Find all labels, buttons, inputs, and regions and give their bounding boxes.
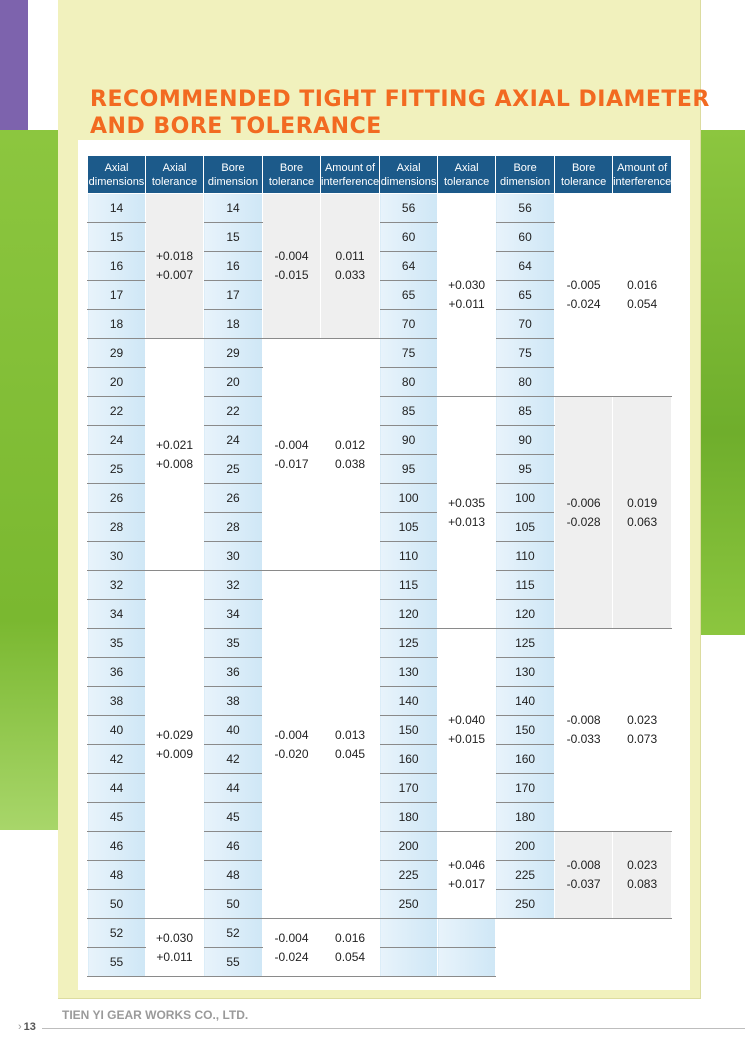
axial-dimension-cell: 110 bbox=[380, 542, 438, 571]
bore-dimension-cell: 225 bbox=[496, 861, 555, 890]
axial-dimension-cell: 130 bbox=[380, 658, 438, 687]
axial-tolerance-cell-value: +0.030 bbox=[448, 278, 486, 292]
axial-dimension-cell bbox=[380, 948, 438, 977]
bore-dimension-cell: 45 bbox=[204, 803, 263, 832]
axial-dimension-cell: 125 bbox=[380, 629, 438, 658]
bore-dimension-cell: 125 bbox=[496, 629, 555, 658]
interference-cell-value: 0.023 bbox=[627, 858, 658, 872]
bore-tolerance-cell-value: -0.008 bbox=[566, 713, 601, 727]
axial-dimension-cell: 46 bbox=[88, 832, 146, 861]
interference-cell bbox=[321, 339, 380, 571]
interference-cell-value: 0.019 bbox=[627, 495, 658, 510]
bore-dimension-cell: 16 bbox=[204, 252, 263, 281]
axial-dimension-cell: 17 bbox=[88, 281, 146, 310]
axial-dimension-cell: 95 bbox=[380, 455, 438, 484]
bore-dimension-cell: 110 bbox=[496, 542, 555, 571]
bore-tolerance-cell-value: -0.015 bbox=[274, 268, 309, 282]
column-header: Axial tolerance bbox=[146, 156, 204, 194]
interference-cell-value: 0.063 bbox=[627, 514, 658, 529]
bore-tolerance-cell-value: -0.020 bbox=[274, 746, 309, 761]
bore-dimension-cell: 160 bbox=[496, 745, 555, 774]
bore-dimension-cell: 32 bbox=[204, 571, 263, 600]
bore-tolerance-cell-value: -0.024 bbox=[274, 949, 309, 964]
bore-tolerance-cell-value: -0.008 bbox=[566, 858, 601, 872]
bore-tolerance-cell bbox=[555, 194, 613, 397]
bore-dimension-cell: 170 bbox=[496, 774, 555, 803]
page-number-value: 13 bbox=[23, 1021, 36, 1033]
axial-dimension-cell: 38 bbox=[88, 687, 146, 716]
bore-tolerance-cell bbox=[555, 832, 613, 919]
axial-dimension-cell: 50 bbox=[88, 890, 146, 919]
axial-dimension-cell: 28 bbox=[88, 513, 146, 542]
axial-tolerance-cell-value: +0.013 bbox=[448, 514, 486, 529]
interference-cell-value: 0.054 bbox=[335, 949, 366, 964]
bore-dimension-cell: 150 bbox=[496, 716, 555, 745]
bore-tolerance-cell-value: -0.017 bbox=[274, 456, 309, 471]
axial-dimension-cell: 52 bbox=[88, 919, 146, 948]
bore-dimension-cell: 80 bbox=[496, 368, 555, 397]
axial-dimension-cell: 18 bbox=[88, 310, 146, 339]
bore-dimension-cell: 35 bbox=[204, 629, 263, 658]
bore-tolerance-cell bbox=[263, 919, 321, 977]
bore-dimension-cell: 85 bbox=[496, 397, 555, 426]
bore-dimension-cell: 75 bbox=[496, 339, 555, 368]
axial-dimension-cell: 250 bbox=[380, 890, 438, 919]
page-title bbox=[90, 86, 710, 140]
table-body bbox=[88, 194, 672, 977]
chevron-right-icon: › bbox=[18, 1021, 22, 1033]
bore-dimension-cell: 44 bbox=[204, 774, 263, 803]
table-row bbox=[88, 919, 672, 948]
axial-dimension-cell: 29 bbox=[88, 339, 146, 368]
axial-dimension-cell: 170 bbox=[380, 774, 438, 803]
bore-dimension-cell: 200 bbox=[496, 832, 555, 861]
column-header: Bore dimension bbox=[204, 156, 263, 194]
axial-tolerance-cell-value: +0.040 bbox=[448, 713, 486, 727]
interference-cell-value: 0.083 bbox=[627, 877, 658, 891]
bore-dimension-cell: 64 bbox=[496, 252, 555, 281]
bore-dimension-cell: 70 bbox=[496, 310, 555, 339]
interference-cell bbox=[321, 571, 380, 919]
bore-dimension-cell: 180 bbox=[496, 803, 555, 832]
bore-dimension-cell: 95 bbox=[496, 455, 555, 484]
interference-cell-value: 0.033 bbox=[335, 268, 366, 282]
axial-tolerance-cell bbox=[146, 339, 204, 571]
axial-dimension-cell: 75 bbox=[380, 339, 438, 368]
green-left-band bbox=[0, 130, 62, 830]
interference-cell-value: 0.073 bbox=[627, 732, 658, 746]
interference-cell-value: 0.023 bbox=[627, 713, 658, 727]
bore-dimension-cell: 38 bbox=[204, 687, 263, 716]
bore-dimension-cell: 14 bbox=[204, 194, 263, 223]
bore-dimension-cell: 56 bbox=[496, 194, 555, 223]
bore-dimension-cell bbox=[438, 948, 496, 977]
bore-dimension-cell: 90 bbox=[496, 426, 555, 455]
axial-dimension-cell: 55 bbox=[88, 948, 146, 977]
axial-tolerance-cell-value: +0.015 bbox=[448, 732, 486, 746]
interference-cell bbox=[613, 194, 672, 397]
axial-dimension-cell: 16 bbox=[88, 252, 146, 281]
company-name: TIEN YI GEAR WORKS CO., LTD. bbox=[62, 1008, 249, 1022]
axial-tolerance-cell-value: +0.029 bbox=[155, 727, 194, 742]
interference-cell-value: 0.016 bbox=[627, 278, 658, 292]
axial-dimension-cell: 80 bbox=[380, 368, 438, 397]
interference-cell-value: 0.013 bbox=[335, 727, 366, 742]
bore-dimension-cell: 34 bbox=[204, 600, 263, 629]
axial-tolerance-cell bbox=[146, 919, 204, 977]
axial-tolerance-cell-value: +0.009 bbox=[155, 746, 194, 761]
axial-dimension-cell: 180 bbox=[380, 803, 438, 832]
axial-dimension-cell: 40 bbox=[88, 716, 146, 745]
axial-tolerance-cell bbox=[438, 832, 496, 919]
bore-dimension-cell: 100 bbox=[496, 484, 555, 513]
axial-dimension-cell: 100 bbox=[380, 484, 438, 513]
axial-tolerance-cell-value: +0.011 bbox=[448, 297, 485, 311]
axial-tolerance-cell-value: +0.007 bbox=[155, 268, 194, 282]
purple-corner-tab bbox=[0, 0, 28, 130]
bore-tolerance-cell-value: -0.005 bbox=[566, 278, 601, 292]
axial-dimension-cell: 32 bbox=[88, 571, 146, 600]
axial-tolerance-cell-value: +0.008 bbox=[155, 456, 194, 471]
axial-tolerance-cell bbox=[438, 397, 496, 629]
bore-dimension-cell: 22 bbox=[204, 397, 263, 426]
axial-dimension-cell: 22 bbox=[88, 397, 146, 426]
bore-tolerance-cell bbox=[263, 339, 321, 571]
bore-dimension-cell: 29 bbox=[204, 339, 263, 368]
bore-dimension-cell: 115 bbox=[496, 571, 555, 600]
title-line-2: AND BORE TOLERANCE bbox=[90, 114, 382, 139]
bore-tolerance-cell-value: -0.004 bbox=[274, 727, 309, 742]
axial-tolerance-cell bbox=[438, 629, 496, 832]
axial-dimension-cell: 44 bbox=[88, 774, 146, 803]
bore-dimension-cell: 28 bbox=[204, 513, 263, 542]
column-header: Axial dimensions bbox=[380, 156, 438, 194]
bore-dimension-cell: 15 bbox=[204, 223, 263, 252]
axial-dimension-cell: 140 bbox=[380, 687, 438, 716]
axial-dimension-cell: 25 bbox=[88, 455, 146, 484]
bore-dimension-cell bbox=[438, 919, 496, 948]
column-header: Amount of interference bbox=[613, 156, 672, 194]
axial-dimension-cell: 90 bbox=[380, 426, 438, 455]
column-header: Amount of interference bbox=[321, 156, 380, 194]
interference-cell bbox=[613, 397, 672, 629]
axial-dimension-cell: 85 bbox=[380, 397, 438, 426]
bore-dimension-cell: 105 bbox=[496, 513, 555, 542]
axial-dimension-cell: 150 bbox=[380, 716, 438, 745]
interference-cell bbox=[321, 194, 380, 339]
axial-dimension-cell: 60 bbox=[380, 223, 438, 252]
axial-dimension-cell: 34 bbox=[88, 600, 146, 629]
axial-dimension-cell: 36 bbox=[88, 658, 146, 687]
axial-tolerance-cell-value: +0.017 bbox=[448, 877, 486, 891]
table-row bbox=[88, 194, 672, 223]
axial-dimension-cell: 42 bbox=[88, 745, 146, 774]
axial-tolerance-cell bbox=[438, 194, 496, 397]
bore-dimension-cell: 55 bbox=[204, 948, 263, 977]
bore-dimension-cell: 65 bbox=[496, 281, 555, 310]
axial-dimension-cell: 45 bbox=[88, 803, 146, 832]
bore-dimension-cell: 50 bbox=[204, 890, 263, 919]
bore-dimension-cell: 25 bbox=[204, 455, 263, 484]
axial-dimension-cell: 64 bbox=[380, 252, 438, 281]
axial-dimension-cell: 56 bbox=[380, 194, 438, 223]
bore-tolerance-cell bbox=[555, 397, 613, 629]
axial-tolerance-cell bbox=[146, 571, 204, 919]
axial-tolerance-cell-value: +0.021 bbox=[155, 437, 194, 452]
bore-tolerance-cell-value: -0.004 bbox=[274, 930, 309, 945]
bore-tolerance-cell-value: -0.033 bbox=[566, 732, 601, 746]
interference-cell-value: 0.016 bbox=[335, 930, 366, 945]
bore-dimension-cell: 36 bbox=[204, 658, 263, 687]
axial-dimension-cell: 20 bbox=[88, 368, 146, 397]
interference-cell-value: 0.011 bbox=[335, 249, 365, 263]
bore-dimension-cell: 40 bbox=[204, 716, 263, 745]
bore-dimension-cell: 20 bbox=[204, 368, 263, 397]
axial-dimension-cell: 65 bbox=[380, 281, 438, 310]
axial-dimension-cell: 120 bbox=[380, 600, 438, 629]
table-header-row bbox=[88, 156, 672, 194]
bore-tolerance-cell bbox=[555, 629, 613, 832]
interference-cell-value: 0.038 bbox=[335, 456, 366, 471]
axial-dimension-cell: 115 bbox=[380, 571, 438, 600]
axial-dimension-cell: 105 bbox=[380, 513, 438, 542]
axial-tolerance-cell bbox=[146, 194, 204, 339]
bore-tolerance-cell bbox=[263, 194, 321, 339]
axial-dimension-cell: 15 bbox=[88, 223, 146, 252]
axial-tolerance-cell-value: +0.030 bbox=[155, 930, 194, 945]
axial-dimension-cell: 160 bbox=[380, 745, 438, 774]
axial-dimension-cell: 70 bbox=[380, 310, 438, 339]
interference-cell bbox=[321, 919, 380, 977]
bore-dimension-cell: 46 bbox=[204, 832, 263, 861]
title-line-1: RECOMMENDED TIGHT FITTING AXIAL DIAMETER bbox=[90, 87, 710, 112]
axial-dimension-cell: 35 bbox=[88, 629, 146, 658]
footer-rule bbox=[42, 1028, 745, 1029]
bore-dimension-cell: 24 bbox=[204, 426, 263, 455]
bore-tolerance-cell-value: -0.028 bbox=[566, 514, 601, 529]
column-header: Bore tolerance bbox=[555, 156, 613, 194]
bore-tolerance-cell-value: -0.004 bbox=[274, 249, 309, 263]
bore-dimension-cell: 18 bbox=[204, 310, 263, 339]
bore-tolerance-cell-value: -0.006 bbox=[566, 495, 601, 510]
interference-cell-value: 0.012 bbox=[335, 437, 366, 452]
page-number bbox=[18, 1021, 36, 1033]
axial-dimension-cell: 24 bbox=[88, 426, 146, 455]
bore-dimension-cell: 130 bbox=[496, 658, 555, 687]
interference-cell bbox=[613, 832, 672, 919]
bore-tolerance-cell-value: -0.037 bbox=[566, 877, 601, 891]
bore-dimension-cell: 42 bbox=[204, 745, 263, 774]
axial-dimension-cell: 48 bbox=[88, 861, 146, 890]
bore-dimension-cell: 140 bbox=[496, 687, 555, 716]
axial-tolerance-cell-value: +0.011 bbox=[156, 949, 193, 964]
bore-dimension-cell: 17 bbox=[204, 281, 263, 310]
bore-dimension-cell: 30 bbox=[204, 542, 263, 571]
column-header: Axial dimensions bbox=[88, 156, 146, 194]
column-header: Bore dimension bbox=[496, 156, 555, 194]
bore-dimension-cell: 52 bbox=[204, 919, 263, 948]
axial-dimension-cell bbox=[380, 919, 438, 948]
axial-dimension-cell: 30 bbox=[88, 542, 146, 571]
interference-cell bbox=[613, 629, 672, 832]
axial-dimension-cell: 14 bbox=[88, 194, 146, 223]
axial-tolerance-cell-value: +0.018 bbox=[155, 249, 194, 263]
interference-cell-value: 0.054 bbox=[627, 297, 658, 311]
bore-tolerance-cell bbox=[263, 571, 321, 919]
bore-dimension-cell: 48 bbox=[204, 861, 263, 890]
column-header: Axial tolerance bbox=[438, 156, 496, 194]
bore-dimension-cell: 250 bbox=[496, 890, 555, 919]
axial-dimension-cell: 26 bbox=[88, 484, 146, 513]
interference-cell-value: 0.045 bbox=[335, 746, 366, 761]
green-right-band bbox=[697, 130, 745, 635]
axial-tolerance-cell-value: +0.035 bbox=[448, 495, 486, 510]
bore-dimension-cell: 26 bbox=[204, 484, 263, 513]
axial-dimension-cell: 225 bbox=[380, 861, 438, 890]
bore-tolerance-cell-value: -0.004 bbox=[274, 437, 309, 452]
axial-tolerance-cell-value: +0.046 bbox=[448, 858, 486, 872]
column-header: Bore tolerance bbox=[263, 156, 321, 194]
tolerance-table bbox=[87, 155, 672, 977]
bore-dimension-cell: 60 bbox=[496, 223, 555, 252]
bore-dimension-cell: 120 bbox=[496, 600, 555, 629]
axial-dimension-cell: 200 bbox=[380, 832, 438, 861]
bore-tolerance-cell-value: -0.024 bbox=[566, 297, 601, 311]
